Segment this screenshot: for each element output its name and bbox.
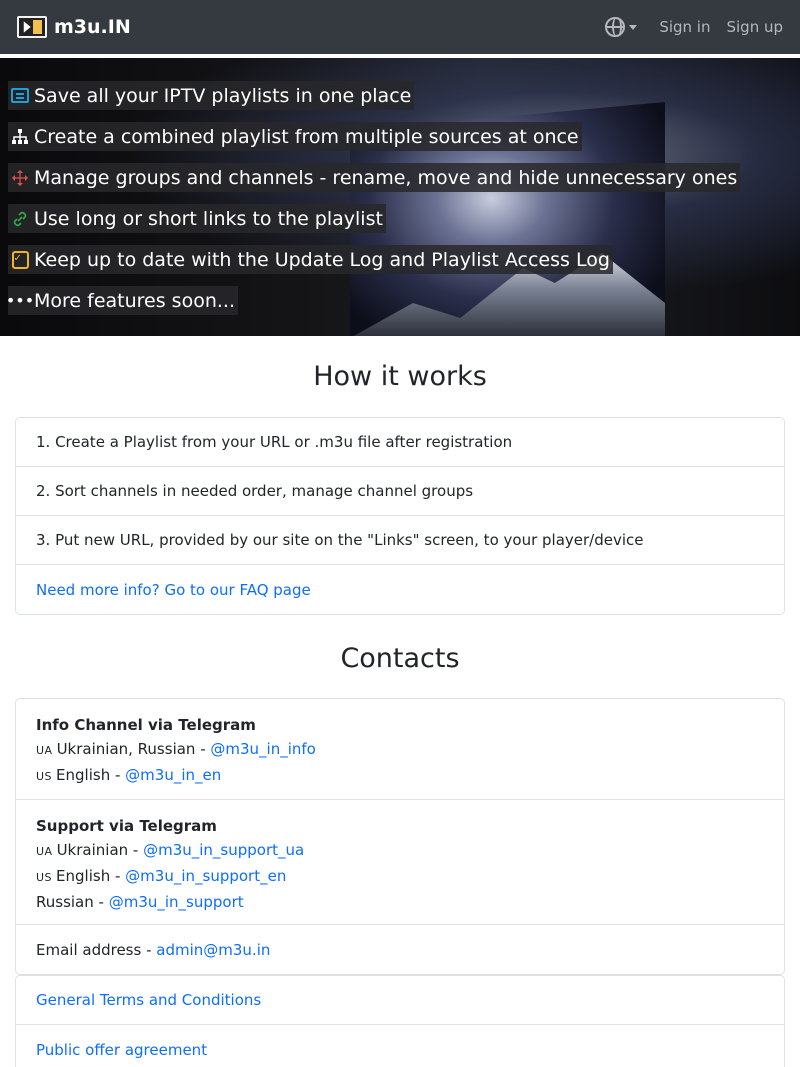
brand-name: m3u.IN <box>54 16 131 38</box>
link-icon <box>10 209 30 229</box>
feature-item <box>8 204 386 233</box>
language-dropdown[interactable] <box>605 17 637 37</box>
support-ua-label: Ukrainian - <box>56 841 144 859</box>
sitemap-icon <box>10 127 30 147</box>
step-item: 3. Put new URL, provided by our site on the "Links" screen, to your player/device <box>16 516 784 565</box>
ua-flag-icon: UA <box>36 744 53 757</box>
support-ua-link[interactable]: @m3u_in_support_ua <box>143 841 305 859</box>
ellipsis-icon: ••• <box>5 291 35 310</box>
offer-link[interactable]: Public offer agreement <box>36 1040 208 1059</box>
feature-item <box>8 245 613 274</box>
legal-list <box>15 975 785 1067</box>
feature-list <box>5 81 740 327</box>
terms-row <box>16 976 784 1025</box>
us-flag-icon: US <box>36 871 53 884</box>
feature-item <box>8 81 414 110</box>
feature-item <box>8 163 740 192</box>
feature-text: Keep up to date with the Update Log and Playlist Access Log <box>34 248 610 271</box>
support-us-link[interactable]: @m3u_in_support_en <box>125 867 287 885</box>
feature-item <box>5 286 238 315</box>
support-ru-link[interactable]: @m3u_in_support <box>108 893 244 911</box>
tv-icon <box>17 16 47 38</box>
checklist-icon: ✓ <box>10 250 30 270</box>
terms-link[interactable]: General Terms and Conditions <box>36 991 262 1009</box>
feature-text: Create a combined playlist from multiple sources at once <box>34 125 579 148</box>
faq-row <box>16 565 784 614</box>
hero-banner <box>0 58 800 336</box>
feature-text: Use long or short links to the playlist <box>34 207 383 230</box>
email-row <box>16 925 784 974</box>
contacts-title: Contacts <box>340 643 460 674</box>
ua-flag-icon: UA <box>36 845 53 858</box>
faq-link[interactable]: Need more info? Go to our FAQ page <box>36 580 311 599</box>
caret-down-icon <box>629 25 637 30</box>
info-ua-label: Ukrainian, Russian - <box>56 740 211 758</box>
sign-up-link[interactable]: Sign up <box>726 18 783 36</box>
contacts-list <box>15 698 785 975</box>
info-ua-link[interactable]: @m3u_in_info <box>210 740 316 758</box>
move-arrows-icon <box>10 168 30 188</box>
email-link[interactable]: admin@m3u.in <box>156 940 271 959</box>
info-us-link[interactable]: @m3u_in_en <box>125 766 222 784</box>
info-us-label: English - <box>56 766 126 784</box>
brand-logo[interactable] <box>17 16 131 38</box>
support-block <box>16 800 784 925</box>
us-flag-icon: US <box>36 770 53 783</box>
globe-icon <box>605 17 625 37</box>
support-ru-label: Russian - <box>36 893 109 911</box>
feature-item <box>8 122 582 151</box>
top-navbar <box>0 0 800 58</box>
info-channel-heading: Info Channel via Telegram <box>36 716 256 734</box>
step-item: 2. Sort channels in needed order, manage channel groups <box>16 467 784 516</box>
feature-text: Manage groups and channels - rename, move and hide unnecessary ones <box>34 166 738 189</box>
feature-text: Save all your IPTV playlists in one place <box>34 84 412 107</box>
offer-row <box>16 1025 784 1067</box>
info-channel-block <box>16 699 784 800</box>
feature-text: More features soon... <box>34 289 235 312</box>
playlist-icon <box>10 86 30 106</box>
step-item: 1. Create a Playlist from your URL or .m3u file after registration <box>16 418 784 467</box>
sign-in-link[interactable]: Sign in <box>659 18 711 36</box>
steps-list <box>15 417 785 615</box>
how-it-works-title: How it works <box>313 361 487 392</box>
support-us-label: English - <box>56 867 126 885</box>
email-label: Email address - <box>36 940 152 959</box>
support-heading: Support via Telegram <box>36 817 217 835</box>
